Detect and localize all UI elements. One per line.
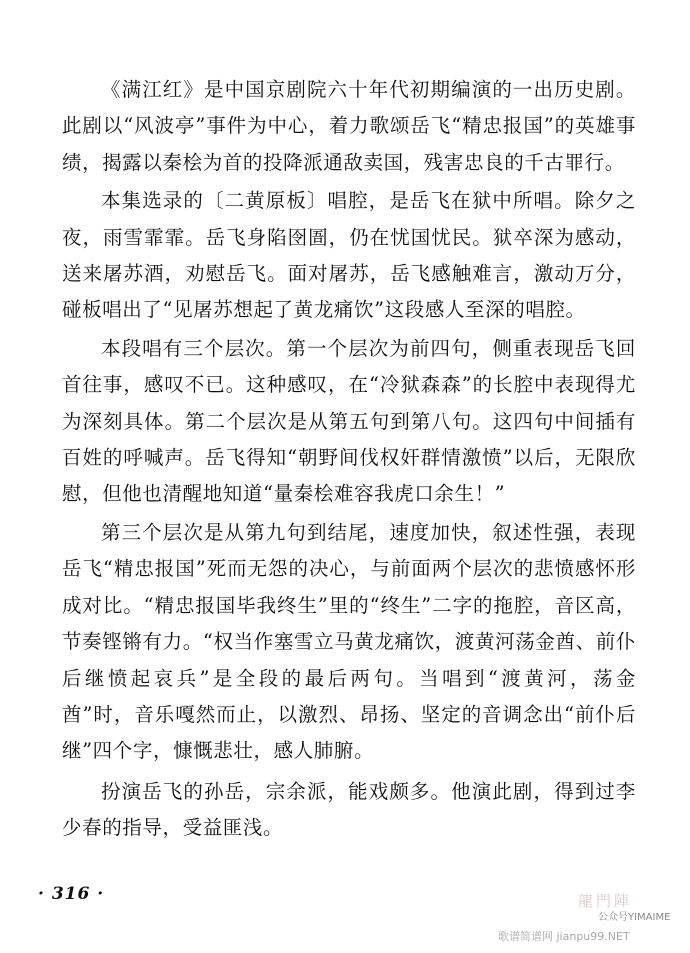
paragraph-5: 扮演岳飞的孙岳，宗余派，能戏颇多。他演此剧，得到过李少春的指导，受益匪浅。 — [62, 779, 636, 840]
body-text — [62, 72, 636, 847]
page-number: · 316 · — [38, 884, 105, 904]
paragraph-4: 第三个层次是从第九句到结尾，速度加快，叙述性强，表现岳飞“精忠报国”死而无怨的决心，与前面两个层次的悲愤感怀形成对比。“精忠报国毕我终生”里的“终生”二字的拖腔，音区高，节奏铿锵有力。“权当作塞雪立马黄龙痛饮，渡黄河荡金酋、前仆后继愤起哀兵”是全段的最后两句。当唱到“渡黄河，荡金酋”时，音乐嘎然而止，以激烈、昂扬、坚定的音调念出“前仆后继”四个字，慷慨悲壮，感人肺腑。 — [62, 520, 636, 763]
paragraph-3: 本段唱有三个层次。第一个层次为前四句，侧重表现岳飞回首往事，感叹不已。这种感叹，在“冷狱森森”的长腔中表现得尤为深刻具体。第二个层次是从第五句到第八句。这四句中间插有百姓的呼喊声。岳飞得知“朝野间伐权奸群情激愤”以后，无限欣慰，但他也清醒地知道“量秦桧难容我虎口余生！” — [62, 336, 636, 506]
watermark-logo: 龍門陣 — [578, 892, 633, 910]
paragraph-2: 本集选录的〔二黄原板〕唱腔，是岳飞在狱中所唱。除夕之夜，雨雪霏霏。岳飞身陷囹圄，仍在忧国忧民。狱卒深为感动，送来屠苏酒，劝慰岳飞。面对屠苏，岳飞感触难言，激动万分，碰板唱出了“见屠苏想起了黄龙痛饮”这段感人至深的唱腔。 — [62, 189, 636, 322]
watermark-account: 公众号YIMAIME — [598, 912, 671, 923]
watermark-site: 歌谱简谱网 jianpu99.NET — [498, 930, 630, 943]
paragraph-1: 《满江红》是中国京剧院六十年代初期编演的一出历史剧。此剧以“风波亭”事件为中心，着力歌颂岳飞“精忠报国”的英雄事绩，揭露以秦桧为首的投降派通敌卖国，残害忠良的千古罪行。 — [62, 78, 636, 174]
